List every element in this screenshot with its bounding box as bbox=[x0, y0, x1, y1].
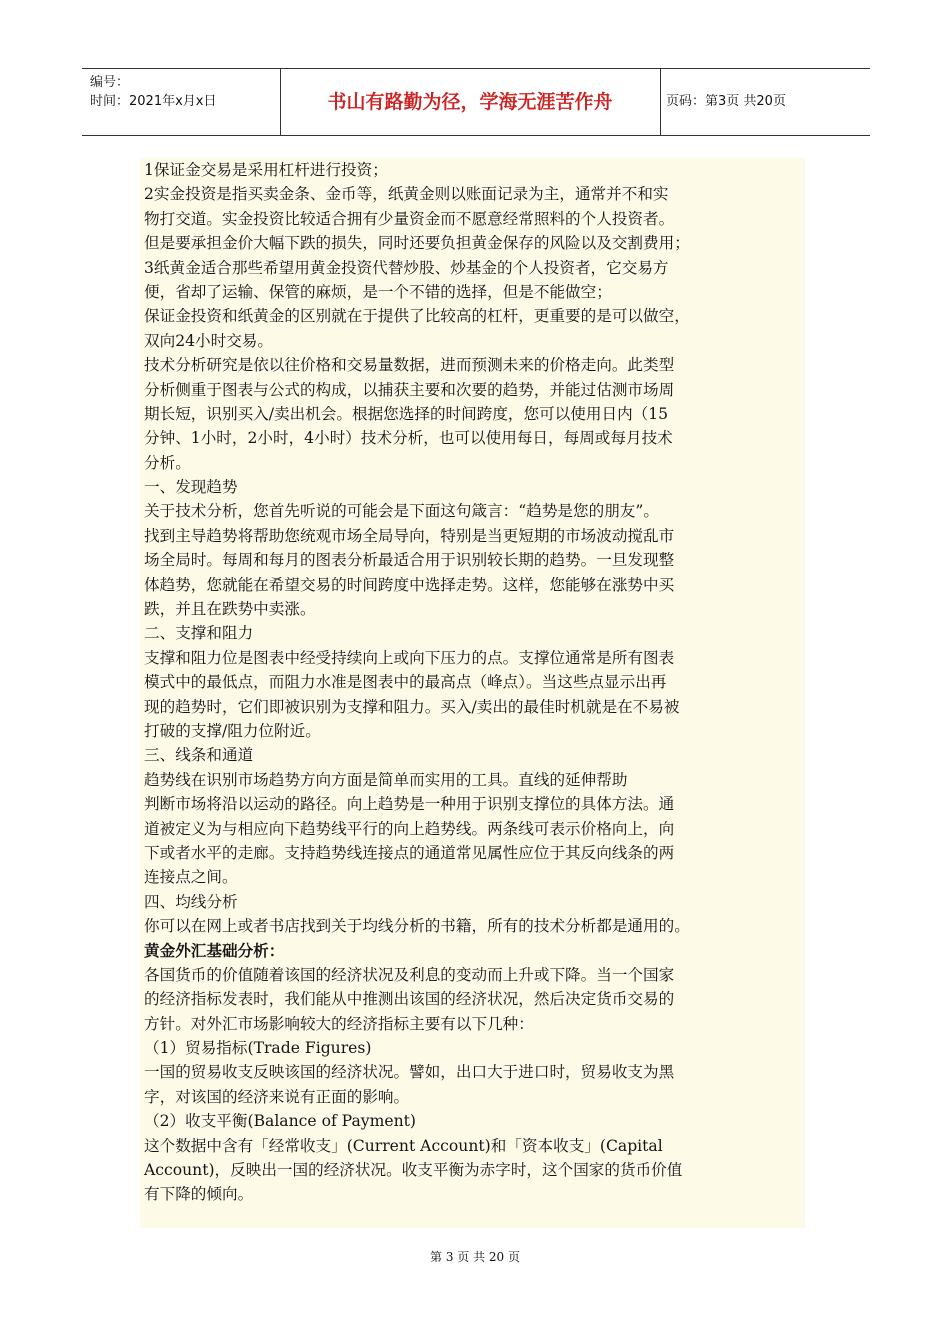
text-line: 期长短，识别买入/卖出机会。根据您选择的时间跨度，您可以使用日内（15 bbox=[144, 404, 669, 423]
text-line: 分析侧重于图表与公式的构成，以捕获主要和次要的趋势，并能过估测市场周 bbox=[144, 380, 675, 399]
text-line: 二、支撑和阻力 bbox=[144, 624, 254, 643]
text-line: 判断市场将沿以运动的路径。向上趋势是一种用于识别支撑位的具体方法。通 bbox=[144, 795, 675, 814]
text-line: 找到主导趋势将帮助您统观市场全局导向，特别是当更短期的市场波动搅乱市 bbox=[144, 526, 675, 545]
text-line: 三、线条和通道 bbox=[144, 746, 254, 765]
text-line: 你可以在网上或者书店找到关于均线分析的书籍，所有的技术分析都是通用的。 bbox=[144, 917, 690, 936]
document-number-label: 编号： bbox=[90, 75, 130, 90]
text-line: 这个数据中含有「经常收支」(Current Account)和「资本收支」(Capital bbox=[144, 1136, 663, 1155]
text-line: 连接点之间。 bbox=[144, 868, 238, 887]
text-line: 分钟、1小时，2小时，4小时）技术分析，也可以使用每日，每周或每月技术 bbox=[144, 429, 673, 448]
text-line: 道被定义为与相应向下趋势线平行的向上趋势线。两条线可表示价格向上，向 bbox=[144, 819, 675, 838]
text-line: 但是要承担金价大幅下跌的损失，同时还要负担黄金保存的风险以及交割费用； bbox=[144, 234, 690, 253]
page-footer: 第 3 页 共 20 页 bbox=[430, 1250, 520, 1264]
text-line: 物打交道。实金投资比较适合拥有少量资金而不愿意经常照料的个人投资者。 bbox=[144, 209, 675, 228]
text-line: 模式中的最低点，而阻力水准是图表中的最高点（峰点）。当这些点显示出再 bbox=[144, 673, 667, 692]
text-line: 字，对该国的经济来说有正面的影响。 bbox=[144, 1087, 410, 1106]
page-header bbox=[82, 68, 870, 136]
text-line: 分析。 bbox=[144, 453, 191, 472]
text-line: 趋势线在识别市场趋势方向方面是简单而实用的工具。直线的延伸帮助 bbox=[144, 770, 628, 789]
text-line: 跌，并且在跌势中卖涨。 bbox=[144, 600, 316, 619]
text-line: 的经济指标发表时，我们能从中推测出该国的经济状况，然后决定货币交易的 bbox=[144, 990, 675, 1009]
text-line: 打破的支撑/阻力位附近。 bbox=[144, 721, 321, 740]
header-motto: 书山有路勤为径，学海无涯苦作舟 bbox=[327, 91, 613, 113]
text-line: 现的趋势时，它们即被识别为支撑和阻力。买入/卖出的最佳时机就是在不易被 bbox=[144, 697, 680, 716]
text-line: 各国货币的价值随着该国的经济状况及利息的变动而上升或下降。当一个国家 bbox=[144, 965, 675, 984]
text-line: 便，省却了运输、保管的麻烦，是一个不错的选择，但是不能做空； bbox=[144, 282, 612, 301]
header-page-info: 页码：第3页 共20页 bbox=[666, 94, 786, 109]
text-line: 方针。对外汇市场影响较大的经济指标主要有以下几种： bbox=[144, 1014, 534, 1033]
text-line: Account)，反映出一国的经济状况。收支平衡为赤字时，这个国家的货币价值 bbox=[144, 1161, 683, 1180]
text-line: 体趋势，您就能在希望交易的时间跨度中选择走势。这样，您能够在涨势中买 bbox=[144, 575, 675, 594]
text-line: 关于技术分析，您首先听说的可能会是下面这句箴言：“趋势是您的朋友”。 bbox=[144, 502, 659, 521]
text-line: 有下降的倾向。 bbox=[144, 1185, 254, 1204]
text-line: 一、发现趋势 bbox=[144, 478, 238, 497]
text-line: 场全局时。每周和每月的图表分析最适合用于识别较长期的趋势。一旦发现整 bbox=[144, 551, 675, 570]
header-divider-right bbox=[660, 69, 661, 135]
text-line: 技术分析研究是依以往价格和交易量数据，进而预测未来的价格走向。此类型 bbox=[144, 356, 675, 375]
text-line: 1保证金交易是采用杠杆进行投资； bbox=[144, 161, 388, 179]
document-body bbox=[140, 158, 805, 1228]
document-date: 时间：2021年x月x日 bbox=[90, 94, 217, 109]
text-line: 四、均线分析 bbox=[144, 892, 238, 911]
text-line: 下或者水平的走廊。支持趋势线连接点的通道常见属性应位于其反向线条的两 bbox=[144, 843, 675, 862]
text-line: 2实金投资是指买卖金条、金币等，纸黄金则以账面记录为主，通常并不和实 bbox=[144, 185, 669, 204]
text-line: 3纸黄金适合那些希望用黄金投资代替炒股、炒基金的个人投资者，它交易方 bbox=[144, 258, 669, 277]
section-heading: 黄金外汇基础分析： bbox=[144, 941, 285, 960]
text-line: 支撑和阻力位是图表中经受持续向上或向下压力的点。支撑位通常是所有图表 bbox=[144, 648, 675, 667]
text-line: 双向24小时交易。 bbox=[144, 331, 273, 350]
text-line: （1）贸易指标(Trade Figures) bbox=[144, 1039, 372, 1058]
header-meta bbox=[90, 73, 280, 111]
text-line: 一国的贸易收支反映该国的经济状况。譬如，出口大于进口时，贸易收支为黑 bbox=[144, 1063, 675, 1082]
text-line: 保证金投资和纸黄金的区别就在于提供了比较高的杠杆，更重要的是可以做空， bbox=[144, 307, 690, 326]
header-divider-left bbox=[280, 69, 281, 135]
text-line: （2）收支平衡(Balance of Payment) bbox=[144, 1112, 416, 1131]
